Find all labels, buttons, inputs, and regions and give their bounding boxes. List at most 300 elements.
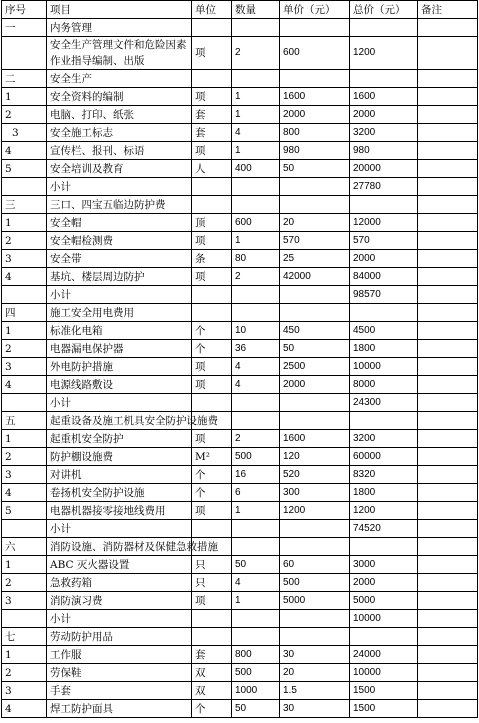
cell-price: 300: [280, 484, 350, 502]
cell-price: 2000: [280, 376, 350, 394]
cell-price: [280, 19, 350, 37]
cell-qty: 500: [232, 664, 280, 682]
cell-unit: 项: [192, 232, 232, 250]
cell-qty: 4: [232, 124, 280, 142]
cell-price: 570: [280, 232, 350, 250]
cell-total: [350, 538, 418, 556]
cell-unit: [192, 394, 232, 412]
cell-seq: 5: [2, 160, 47, 178]
cell-unit: 双: [192, 682, 232, 700]
cell-note: [418, 556, 478, 574]
cell-total: 24000: [350, 646, 418, 664]
cell-item: 消防演习费: [47, 592, 192, 610]
cell-unit: 个: [192, 340, 232, 358]
cell-total: 2000: [350, 574, 418, 592]
cell-unit: 条: [192, 250, 232, 268]
cell-seq: 1: [2, 322, 47, 340]
cell-item: 急救药箱: [47, 574, 192, 592]
header-unit: 单位: [192, 1, 232, 19]
cell-total: 4500: [350, 322, 418, 340]
cell-price: [280, 178, 350, 196]
cell-item: 起重设备及施工机具安全防护设施费: [47, 412, 192, 430]
cell-qty: 2: [232, 37, 280, 70]
cell-price: 25: [280, 250, 350, 268]
table-row: [2, 196, 478, 214]
cell-unit: [192, 19, 232, 37]
cell-note: [418, 394, 478, 412]
cell-total: 570: [350, 232, 418, 250]
cell-seq: 2: [2, 664, 47, 682]
cell-note: [418, 682, 478, 700]
cell-seq: 3: [2, 592, 47, 610]
cell-item: 小计: [47, 610, 192, 628]
cell-qty: 4: [232, 376, 280, 394]
cell-unit: 个: [192, 322, 232, 340]
table-row: [2, 664, 478, 682]
cell-qty: [232, 394, 280, 412]
header-qty: 数量: [232, 1, 280, 19]
cell-note: [418, 160, 478, 178]
cell-unit: [192, 304, 232, 322]
cell-unit: 项: [192, 592, 232, 610]
cell-qty: [232, 628, 280, 646]
table-row: [2, 340, 478, 358]
cell-note: [418, 610, 478, 628]
cell-note: [418, 37, 478, 70]
cell-note: [418, 106, 478, 124]
cell-qty: 50: [232, 556, 280, 574]
cell-item: 三口、四宝五临边防护费: [47, 196, 192, 214]
cell-price: 450: [280, 322, 350, 340]
cell-item: 安全培训及教育: [47, 160, 192, 178]
cell-total: [350, 196, 418, 214]
cell-seq: [2, 520, 47, 538]
cell-note: [418, 178, 478, 196]
cell-note: [418, 268, 478, 286]
cell-total: 980: [350, 142, 418, 160]
cell-qty: [232, 304, 280, 322]
cell-unit: [192, 610, 232, 628]
cell-qty: 500: [232, 448, 280, 466]
cell-unit: [192, 70, 232, 88]
cell-item: 安全生产: [47, 70, 192, 88]
table-row: [2, 538, 478, 556]
cell-unit: 人: [192, 160, 232, 178]
cell-unit: 项: [192, 142, 232, 160]
cell-total: 1200: [350, 37, 418, 70]
table-row: [2, 322, 478, 340]
table-row: [2, 142, 478, 160]
table-row: [2, 70, 478, 88]
cell-unit: [192, 178, 232, 196]
cell-qty: 80: [232, 250, 280, 268]
cell-note: [418, 358, 478, 376]
cell-qty: [232, 196, 280, 214]
table-row: [2, 19, 478, 37]
cell-unit: 个: [192, 700, 232, 718]
cell-seq: [2, 394, 47, 412]
cell-price: [280, 538, 350, 556]
table-row: [2, 88, 478, 106]
cell-price: 5000: [280, 592, 350, 610]
cell-total: 3200: [350, 430, 418, 448]
cell-item: 劳动防护用品: [47, 628, 192, 646]
table-row: [2, 268, 478, 286]
table-row: [2, 124, 478, 142]
cell-note: [418, 646, 478, 664]
cell-price: 1.5: [280, 682, 350, 700]
cell-note: [418, 700, 478, 718]
cell-note: [418, 664, 478, 682]
cell-total: 98570: [350, 286, 418, 304]
cell-item: 小计: [47, 286, 192, 304]
cell-price: 800: [280, 124, 350, 142]
cell-seq: 2: [2, 448, 47, 466]
cell-qty: 2: [232, 268, 280, 286]
cell-seq: 4: [2, 268, 47, 286]
cell-note: [418, 250, 478, 268]
cell-item: 安全生产管理文件和危险因素作业指导编制、出版: [47, 37, 192, 70]
cell-seq: 2: [2, 232, 47, 250]
table-row: [2, 646, 478, 664]
cell-price: 20: [280, 664, 350, 682]
cell-price: 600: [280, 37, 350, 70]
cell-qty: 36: [232, 340, 280, 358]
cell-qty: 4: [232, 574, 280, 592]
cell-note: [418, 304, 478, 322]
cell-seq: 1: [2, 430, 47, 448]
cell-note: [418, 286, 478, 304]
cell-item: 小计: [47, 520, 192, 538]
cell-seq: [2, 178, 47, 196]
cell-note: [418, 412, 478, 430]
header-row: [2, 1, 478, 19]
cell-item: 手套: [47, 682, 192, 700]
table-row: [2, 484, 478, 502]
cell-item: 劳保鞋: [47, 664, 192, 682]
cell-unit: 套: [192, 646, 232, 664]
cell-total: 3000: [350, 556, 418, 574]
cell-note: [418, 466, 478, 484]
cell-seq: 3: [2, 466, 47, 484]
cell-note: [418, 430, 478, 448]
cell-total: 10000: [350, 358, 418, 376]
table-row: [2, 520, 478, 538]
cell-item: 卷扬机安全防护设施: [47, 484, 192, 502]
cell-item: 安全帽: [47, 214, 192, 232]
table-row: [2, 358, 478, 376]
cell-unit: 只: [192, 556, 232, 574]
cell-price: 60: [280, 556, 350, 574]
cell-item: 施工安全用电费用: [47, 304, 192, 322]
cell-unit: 套: [192, 106, 232, 124]
cell-total: 12000: [350, 214, 418, 232]
cell-unit: 项: [192, 268, 232, 286]
safety-cost-table: [1, 0, 478, 718]
cell-item: 安全资料的编制: [47, 88, 192, 106]
cell-price: [280, 196, 350, 214]
cell-price: 50: [280, 340, 350, 358]
cell-unit: 双: [192, 664, 232, 682]
cell-total: [350, 412, 418, 430]
cell-seq: 二: [2, 70, 47, 88]
cell-qty: [232, 178, 280, 196]
cell-qty: [232, 19, 280, 37]
table-row: [2, 214, 478, 232]
cell-seq: 1: [2, 646, 47, 664]
cell-total: 10000: [350, 664, 418, 682]
header-item: 项目: [47, 1, 192, 19]
cell-seq: 4: [2, 376, 47, 394]
cell-unit: 顶: [192, 214, 232, 232]
cell-qty: 1000: [232, 682, 280, 700]
cell-unit: 项: [192, 376, 232, 394]
cell-qty: 600: [232, 214, 280, 232]
cell-item: 电器机器接零接地线费用: [47, 502, 192, 520]
table-row: [2, 574, 478, 592]
cell-total: 2000: [350, 106, 418, 124]
cell-seq: 1: [2, 214, 47, 232]
cell-total: [350, 304, 418, 322]
cell-unit: 个: [192, 466, 232, 484]
cell-unit: 项: [192, 37, 232, 70]
cell-total: 24300: [350, 394, 418, 412]
cell-note: [418, 448, 478, 466]
cell-note: [418, 520, 478, 538]
cell-item: 对讲机: [47, 466, 192, 484]
cell-note: [418, 628, 478, 646]
cell-seq: 三: [2, 196, 47, 214]
table-row: [2, 682, 478, 700]
cell-total: 84000: [350, 268, 418, 286]
cell-item: 安全帽检测费: [47, 232, 192, 250]
cell-item: 小计: [47, 178, 192, 196]
cell-qty: 1: [232, 88, 280, 106]
table-row: [2, 304, 478, 322]
cell-price: 30: [280, 646, 350, 664]
cell-note: [418, 322, 478, 340]
header-price: 单价（元）: [280, 1, 350, 19]
cell-qty: [232, 538, 280, 556]
cell-qty: 1: [232, 106, 280, 124]
cell-seq: 4: [2, 484, 47, 502]
cell-total: [350, 19, 418, 37]
cell-price: 520: [280, 466, 350, 484]
cell-qty: [232, 412, 280, 430]
cell-qty: [232, 286, 280, 304]
table-row: [2, 37, 478, 70]
cell-price: 2500: [280, 358, 350, 376]
cell-seq: 七: [2, 628, 47, 646]
cell-total: 27780: [350, 178, 418, 196]
cell-seq: 3: [2, 358, 47, 376]
cell-price: 120: [280, 448, 350, 466]
cell-note: [418, 502, 478, 520]
cell-unit: M²: [192, 448, 232, 466]
cell-note: [418, 88, 478, 106]
cell-price: [280, 394, 350, 412]
header-note: 备注: [418, 1, 478, 19]
table-row: [2, 178, 478, 196]
cell-price: [280, 628, 350, 646]
table-row: [2, 232, 478, 250]
cell-qty: 1: [232, 502, 280, 520]
cell-item: 消防设施、消防器材及保健急救措施: [47, 538, 192, 556]
cell-note: [418, 232, 478, 250]
cell-total: 2000: [350, 250, 418, 268]
cell-seq: 五: [2, 412, 47, 430]
table-row: [2, 700, 478, 718]
cell-price: 500: [280, 574, 350, 592]
cell-item: 小计: [47, 394, 192, 412]
cell-price: [280, 304, 350, 322]
cell-unit: 个: [192, 484, 232, 502]
cell-seq: 1: [2, 556, 47, 574]
cell-item: 安全施工标志: [47, 124, 192, 142]
table-row: [2, 502, 478, 520]
cell-price: [280, 70, 350, 88]
cell-seq: 3: [2, 124, 47, 142]
cell-total: 1500: [350, 682, 418, 700]
cell-total: 8000: [350, 376, 418, 394]
cell-qty: 4: [232, 358, 280, 376]
cell-unit: [192, 196, 232, 214]
cell-seq: [2, 37, 47, 70]
table-row: [2, 466, 478, 484]
cell-item: 电源线路敷设: [47, 376, 192, 394]
cell-qty: [232, 520, 280, 538]
cell-note: [418, 592, 478, 610]
cell-unit: 只: [192, 574, 232, 592]
cell-seq: 2: [2, 106, 47, 124]
cell-unit: [192, 286, 232, 304]
table-row: [2, 592, 478, 610]
cell-qty: 2: [232, 430, 280, 448]
header-seq: 序号: [2, 1, 47, 19]
table-row: [2, 628, 478, 646]
cell-seq: 3: [2, 250, 47, 268]
cost-sheet: [1, 0, 477, 722]
cell-note: [418, 376, 478, 394]
cell-item: 电器漏电保护器: [47, 340, 192, 358]
cell-item: 外电防护措施: [47, 358, 192, 376]
cell-price: 50: [280, 160, 350, 178]
cell-price: 20: [280, 214, 350, 232]
cell-note: [418, 124, 478, 142]
cell-note: [418, 196, 478, 214]
cell-item: 基坑、楼层周边防护: [47, 268, 192, 286]
cell-unit: 项: [192, 430, 232, 448]
cell-seq: 四: [2, 304, 47, 322]
cell-qty: 400: [232, 160, 280, 178]
table-row: [2, 250, 478, 268]
cell-unit: 项: [192, 502, 232, 520]
cell-note: [418, 484, 478, 502]
cell-qty: 16: [232, 466, 280, 484]
cell-price: [280, 520, 350, 538]
cell-total: 1800: [350, 484, 418, 502]
table-row: [2, 394, 478, 412]
table-row: [2, 106, 478, 124]
table-row: [2, 448, 478, 466]
cell-price: [280, 286, 350, 304]
cell-seq: [2, 286, 47, 304]
table-row: [2, 610, 478, 628]
cell-note: [418, 142, 478, 160]
cell-total: 3200: [350, 124, 418, 142]
cell-price: 30: [280, 700, 350, 718]
cell-total: 1200: [350, 502, 418, 520]
cell-total: 20000: [350, 160, 418, 178]
cell-seq: 4: [2, 142, 47, 160]
cell-total: 1600: [350, 88, 418, 106]
cell-qty: 50: [232, 700, 280, 718]
cell-seq: 3: [2, 682, 47, 700]
cell-seq: 2: [2, 574, 47, 592]
cell-note: [418, 574, 478, 592]
cell-qty: [232, 610, 280, 628]
cell-price: 1600: [280, 430, 350, 448]
cell-item: 工作服: [47, 646, 192, 664]
cell-item: 焊工防护面具: [47, 700, 192, 718]
cell-item: 电脑、打印、纸张: [47, 106, 192, 124]
table-row: [2, 286, 478, 304]
cell-total: 10000: [350, 610, 418, 628]
cell-price: [280, 412, 350, 430]
cell-qty: 10: [232, 322, 280, 340]
cell-seq: 1: [2, 88, 47, 106]
cell-qty: 6: [232, 484, 280, 502]
cell-item: ABC 灭火器设置: [47, 556, 192, 574]
cell-unit: 项: [192, 358, 232, 376]
cell-seq: [2, 610, 47, 628]
cell-note: [418, 70, 478, 88]
cell-seq: 一: [2, 19, 47, 37]
cell-unit: [192, 628, 232, 646]
cell-price: 2000: [280, 106, 350, 124]
cell-total: 1800: [350, 340, 418, 358]
cell-qty: 800: [232, 646, 280, 664]
cell-qty: 1: [232, 592, 280, 610]
cell-price: 1600: [280, 88, 350, 106]
table-row: [2, 430, 478, 448]
cell-qty: [232, 70, 280, 88]
cell-seq: 六: [2, 538, 47, 556]
header-total: 总价（元）: [350, 1, 418, 19]
cell-seq: 4: [2, 700, 47, 718]
cell-total: [350, 628, 418, 646]
cell-price: 1200: [280, 502, 350, 520]
cell-note: [418, 538, 478, 556]
cell-total: 60000: [350, 448, 418, 466]
cell-item: 宣传栏、报刊、标语: [47, 142, 192, 160]
cell-price: [280, 610, 350, 628]
cell-unit: 项: [192, 88, 232, 106]
table-row: [2, 556, 478, 574]
cell-total: 5000: [350, 592, 418, 610]
cell-note: [418, 340, 478, 358]
cell-item: 内务管理: [47, 19, 192, 37]
cell-qty: 1: [232, 142, 280, 160]
cell-item: 标准化电箱: [47, 322, 192, 340]
cell-total: 74520: [350, 520, 418, 538]
cell-total: [350, 70, 418, 88]
cell-item: 安全带: [47, 250, 192, 268]
cell-total: 8320: [350, 466, 418, 484]
cell-seq: 5: [2, 502, 47, 520]
cell-qty: 1: [232, 232, 280, 250]
cell-note: [418, 19, 478, 37]
